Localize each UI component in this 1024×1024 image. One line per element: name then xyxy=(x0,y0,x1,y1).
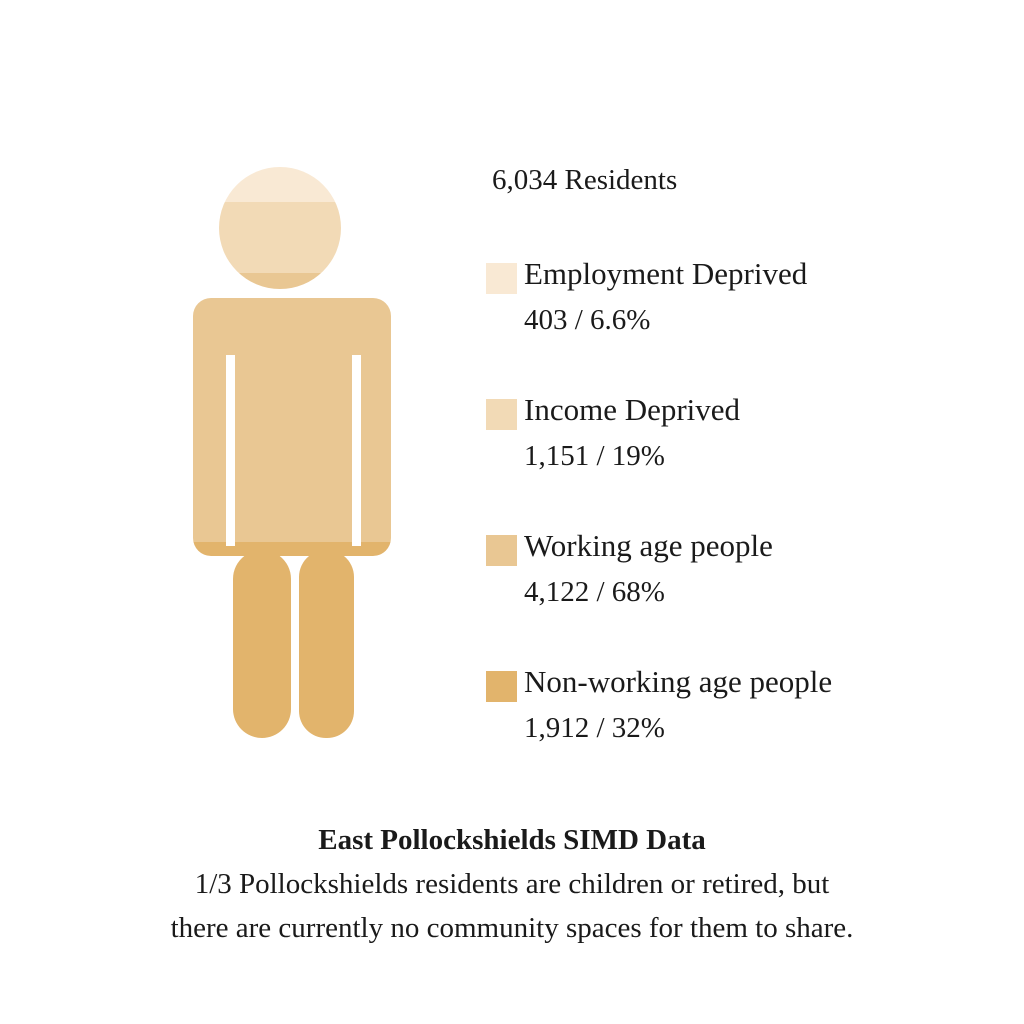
legend-label: Employment Deprived xyxy=(524,256,808,291)
person-figure-svg xyxy=(180,150,410,750)
legend-swatch xyxy=(486,263,517,294)
figure-head xyxy=(180,150,410,313)
head-band-employment-deprived xyxy=(180,150,410,202)
right-arm-gap xyxy=(352,355,361,546)
legend-swatch xyxy=(486,671,517,702)
legend-swatch xyxy=(486,535,517,566)
caption xyxy=(0,818,1024,950)
legend-item-income-deprived xyxy=(486,388,1006,524)
legend-value: 4,122 / 68% xyxy=(524,576,665,608)
chart-title: East Pollockshields SIMD Data xyxy=(318,824,706,856)
body-band-working-age xyxy=(180,290,410,542)
legend-item-employment-deprived xyxy=(486,252,1006,388)
legend xyxy=(486,252,1006,796)
body-band-non-working-age xyxy=(180,542,410,750)
person-pictogram xyxy=(180,150,410,750)
legend-value: 1,151 / 19% xyxy=(524,440,665,472)
legend-value: 1,912 / 32% xyxy=(524,712,665,744)
head-band-income-deprived xyxy=(180,202,410,273)
total-residents-label: 6,034 Residents xyxy=(492,164,678,196)
legend-label: Working age people xyxy=(524,528,773,563)
caption-line: there are currently no community spaces for them to share. xyxy=(170,912,854,944)
legend-item-working-age xyxy=(486,524,1006,660)
left-arm-gap xyxy=(226,355,235,546)
legend-value: 403 / 6.6% xyxy=(524,304,651,336)
figure-body xyxy=(180,290,410,750)
legend-label: Non-working age people xyxy=(524,664,833,699)
caption-line: 1/3 Pollockshields residents are children or retired, but xyxy=(194,868,830,900)
legend-swatch xyxy=(486,399,517,430)
legend-label: Income Deprived xyxy=(524,392,741,427)
legend-item-non-working-age xyxy=(486,660,1006,796)
